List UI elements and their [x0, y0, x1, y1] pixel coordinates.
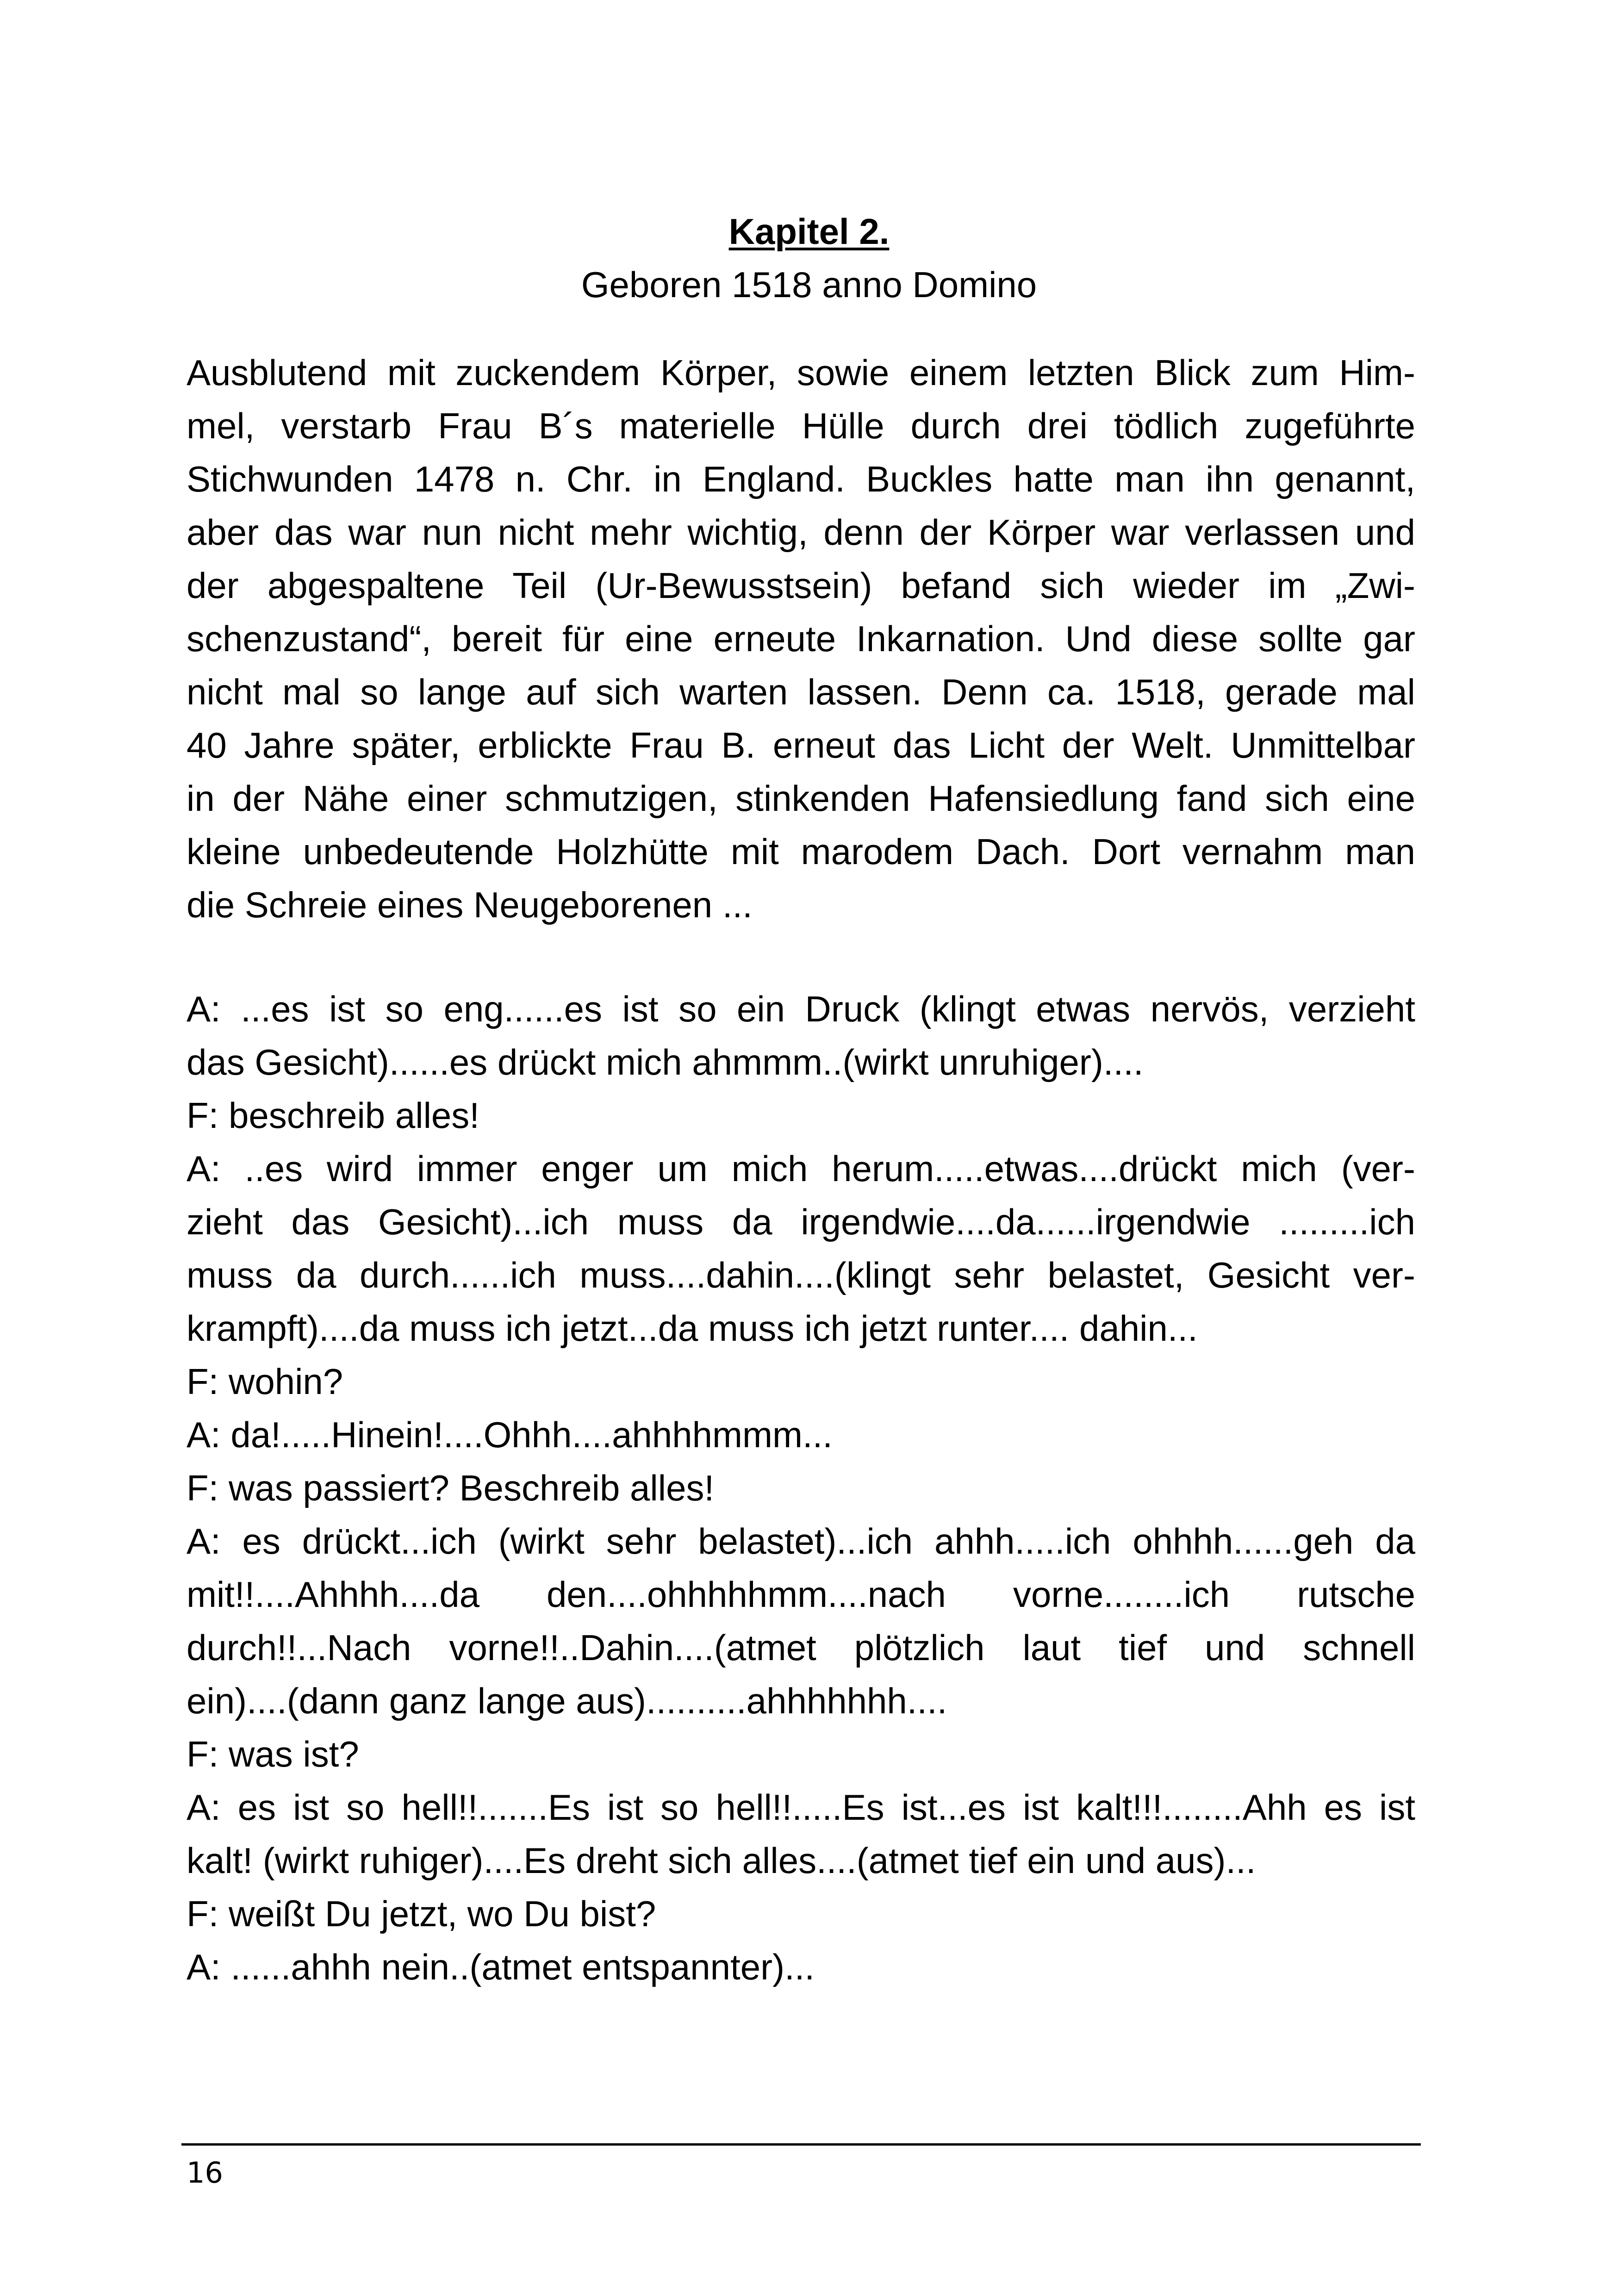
dialogue-line: kalt! (wirkt ruhiger)....Es dreht sich alles....(atmet tief ein und aus)...	[187, 1840, 1256, 1881]
narrative-line: die Schreie eines Neugeborenen ...	[187, 884, 753, 925]
dialogue-line: F: was passiert? Beschreib alles!	[187, 1468, 715, 1508]
narrative-line: mel, verstarb Frau B´s materielle Hülle durch drei tödlich zugeführte	[187, 405, 1415, 446]
dialogue-line: ein)....(dann ganz lange aus)..........ahhhhhhh....	[187, 1680, 947, 1721]
narrative-line: kleine unbedeutende Holzhütte mit marodem Dach. Dort vernahm man	[187, 831, 1415, 872]
dialogue-line: zieht das Gesicht)...ich muss da irgendwie....da......irgendwie .........ich	[187, 1201, 1415, 1242]
dialogue-line: A: ...es ist so eng......es ist so ein Druck (klingt etwas nervös, verzieht	[187, 989, 1415, 1029]
dialogue-line: F: beschreib alles!	[187, 1095, 479, 1136]
narrative-line: Stichwunden 1478 n. Chr. in England. Buckles hatte man ihn genannt,	[187, 459, 1415, 499]
dialogue-line: A: ......ahhh nein..(atmet entspannter)...	[187, 1947, 815, 1987]
footer-divider	[181, 2143, 1421, 2146]
narrative-line: aber das war nun nicht mehr wichtig, denn der Körper war verlassen und	[187, 512, 1415, 553]
dialogue-line: F: wohin?	[187, 1361, 343, 1402]
dialogue-line: das Gesicht)......es drückt mich ahmmm..(wirkt unruhiger)....	[187, 1042, 1144, 1083]
narrative-line: schenzustand“, bereit für eine erneute Inkarnation. Und diese sollte gar	[187, 618, 1415, 659]
dialogue-line: A: es ist so hell!!.......Es ist so hell!!.....Es ist...es ist kalt!!!........Ahh es ist	[187, 1787, 1415, 1828]
dialogue-line: krampft)....da muss ich jetzt...da muss ich jetzt runter.... dahin...	[187, 1308, 1198, 1349]
chapter-subtitle: Geboren 1518 anno Domino	[581, 264, 1037, 305]
dialogue-line: muss da durch......ich muss....dahin....(klingt sehr belastet, Gesicht ver-	[187, 1255, 1415, 1295]
page-number: 16	[187, 2156, 223, 2190]
narrative-line: Ausblutend mit zuckendem Körper, sowie einem letzten Blick zum Him-	[187, 352, 1415, 393]
dialogue-line: A: da!.....Hinein!....Ohhh....ahhhhmmm...	[187, 1414, 833, 1455]
narrative-line: in der Nähe einer schmutzigen, stinkenden Hafensiedlung fand sich eine	[187, 778, 1415, 819]
dialogue-line: A: es drückt...ich (wirkt sehr belastet)...ich ahhh.....ich ohhhh......geh da	[187, 1521, 1415, 1562]
dialogue-line: durch!!...Nach vorne!!..Dahin....(atmet plötzlich laut tief und schnell	[187, 1627, 1415, 1668]
narrative-line: 40 Jahre später, erblickte Frau B. erneut das Licht der Welt. Unmittelbar	[187, 725, 1415, 765]
narrative-line: nicht mal so lange auf sich warten lassen. Denn ca. 1518, gerade mal	[187, 672, 1415, 712]
dialogue-line: mit!!....Ahhhh....da den....ohhhhhmm....nach vorne........ich rutsche	[187, 1574, 1415, 1615]
chapter-title: Kapitel 2.	[728, 211, 890, 252]
dialogue-line: F: was ist?	[187, 1734, 359, 1774]
narrative-line: der abgespaltene Teil (Ur-Bewusstsein) befand sich wieder im „Zwi-	[187, 565, 1415, 606]
dialogue-line: F: weißt Du jetzt, wo Du bist?	[187, 1893, 656, 1934]
dialogue-line: A: ..es wird immer enger um mich herum.....etwas....drückt mich (ver-	[187, 1148, 1415, 1189]
